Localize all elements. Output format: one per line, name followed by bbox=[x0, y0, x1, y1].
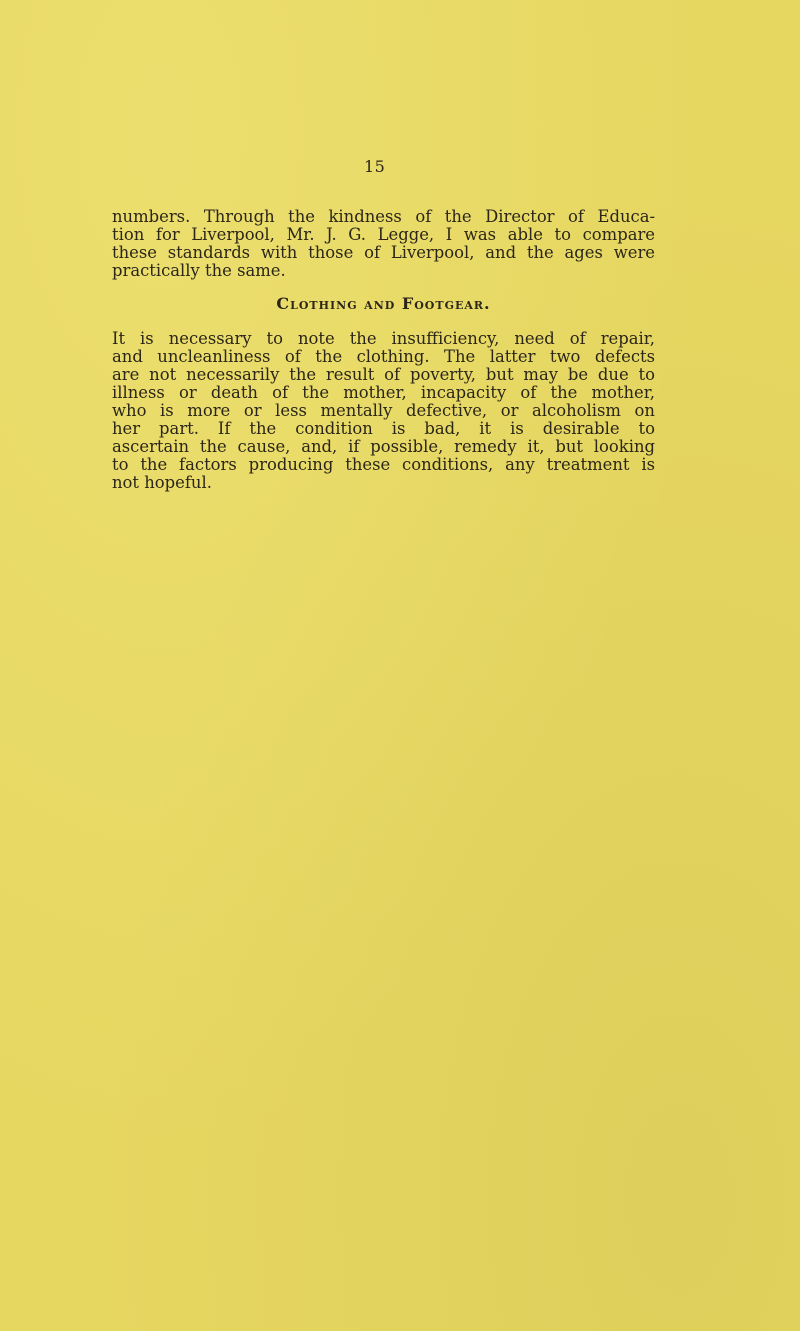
text-line: these standards with those of Liverpool, and the ages were bbox=[112, 243, 655, 262]
section-heading: Clothing and Footgear. bbox=[276, 294, 491, 313]
text-line: ascertain the cause, and, if possible, remedy it, but looking bbox=[112, 437, 655, 456]
text-line: illness or death of the mother, incapacity of the mother, bbox=[112, 383, 655, 402]
paragraph-clothing bbox=[112, 330, 655, 492]
text-line: numbers. Through the kindness of the Director of Educa- bbox=[112, 207, 655, 226]
text-line: practically the same. bbox=[112, 261, 286, 280]
page-number: 15 bbox=[364, 157, 386, 176]
paragraph-standards bbox=[112, 208, 655, 280]
text-line: and uncleanliness of the clothing. The latter two defects bbox=[112, 347, 655, 366]
text-line: It is necessary to note the insufficiency, need of repair, bbox=[112, 329, 655, 348]
text-line: who is more or less mentally defective, or alcoholism on bbox=[112, 401, 655, 420]
text-line: her part. If the condition is bad, it is desirable to bbox=[112, 419, 655, 438]
text-line: not hopeful. bbox=[112, 473, 212, 492]
text-line: are not necessarily the result of poverty, but may be due to bbox=[112, 365, 655, 384]
text-line: tion for Liverpool, Mr. J. G. Legge, I was able to compare bbox=[112, 225, 655, 244]
text-line: to the factors producing these conditions, any treatment is bbox=[112, 455, 655, 474]
